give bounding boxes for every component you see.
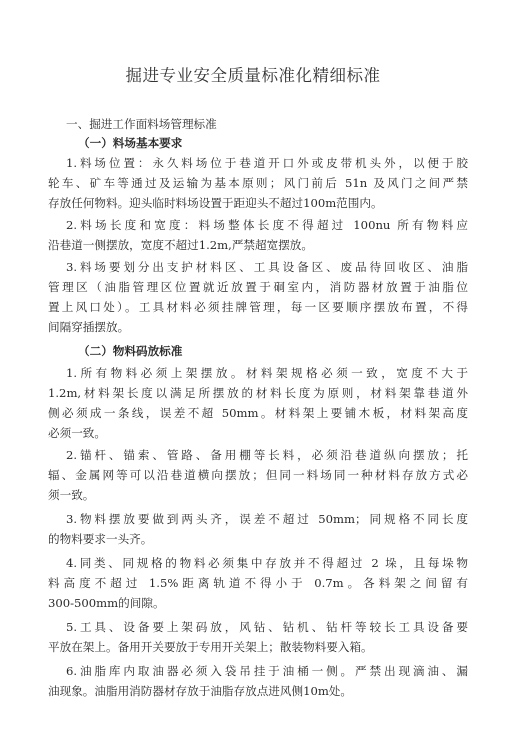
- paragraph-line: 必须一致。: [48, 426, 106, 440]
- subsection-heading-1: （一）料场基本要求: [78, 136, 183, 150]
- paragraph-line: 油现象。油脂用消防器材存放于油脂存放点进风侧10m处。: [48, 684, 352, 698]
- paragraph-line: 间隔穿插摆放。: [48, 320, 130, 334]
- paragraph-line: 2.料场长度和宽度：料场整体长度不得超过 100nu 所有物料应: [66, 218, 468, 232]
- paragraph-line: 须一致。: [48, 488, 95, 502]
- paragraph-line: 侧必须成一条线，误差不超 50mm。材料架上要铺木板，材料架高度: [48, 406, 468, 420]
- page-title: 掘进专业安全质量标准化精细标准: [125, 66, 381, 85]
- section-heading: 一、掘进工作面料场管理标准: [66, 117, 217, 131]
- paragraph-line: 沿巷道一侧摆放，宽度不超过1.2m,严禁超宽摆放。: [48, 238, 313, 252]
- paragraph-line: 置上风口处）。工具材料必须挂牌管理，每一区要顺序摆放布置，不得: [48, 300, 468, 314]
- paragraph-line: 的物料要求一头齐。: [48, 532, 153, 546]
- paragraph-line: 1.所有物料必须上架摆放。材料架规格必须一致，宽度不大于: [66, 366, 468, 380]
- paragraph-line: 存放任何物料。迎头临时料场设置于距迎头不超过100m范围内。: [48, 196, 383, 210]
- paragraph-line: 3.物料摆放要做到两头齐，误差不超过 50mm；同规格不同长度: [66, 512, 468, 526]
- paragraph-line: 1.料场位置：永久料场位于巷道开口外或皮带机头外，以便于胶: [66, 156, 468, 170]
- paragraph-line: 管理区（油脂管理区位置就近放置于硐室内，消防器材放置于油脂位: [48, 280, 468, 294]
- paragraph-line: 6.油脂库内取油器必须入袋吊挂于油桶一侧。严禁出现滴油、漏: [66, 664, 468, 678]
- paragraph-line: 5.工具、设备要上架码放，风钻、钻机、钻杆等较长工具设备要: [66, 620, 468, 634]
- paragraph-line: 辐、金属网等可以沿巷道横向摆放；但同一料场同一种材料存放方式必: [48, 468, 468, 482]
- subsection-heading-2: （二）物料码放标准: [78, 344, 183, 358]
- paragraph-line: 料高度不超过 1.5%距离轨道不得小于 0.7m。各料架之间留有: [48, 576, 468, 590]
- paragraph-line: 4.同类、同规格的物料必须集中存放并不得超过 2 垛，且每垛物: [66, 556, 468, 570]
- paragraph-line: 1.2m,材料架长度以满足所摆放的材料长度为原则，材料架靠巷道外: [48, 386, 468, 400]
- paragraph-line: 3.料场要划分出支护材料区、工具设备区、废品待回收区、油脂: [66, 260, 468, 274]
- paragraph-line: 2.锚杆、锚索、管路、备用棚等长料，必须沿巷道纵向摆放；托: [66, 448, 468, 462]
- paragraph-line: 300-500mm的间隙。: [48, 596, 165, 610]
- paragraph-line: 轮车、矿车等通过及运输为基本原则；风门前后 51n 及风门之间严禁: [48, 176, 468, 190]
- paragraph-line: 平放在架上。备用开关要放于专用开关架上；散装物料要入箱。: [48, 640, 373, 654]
